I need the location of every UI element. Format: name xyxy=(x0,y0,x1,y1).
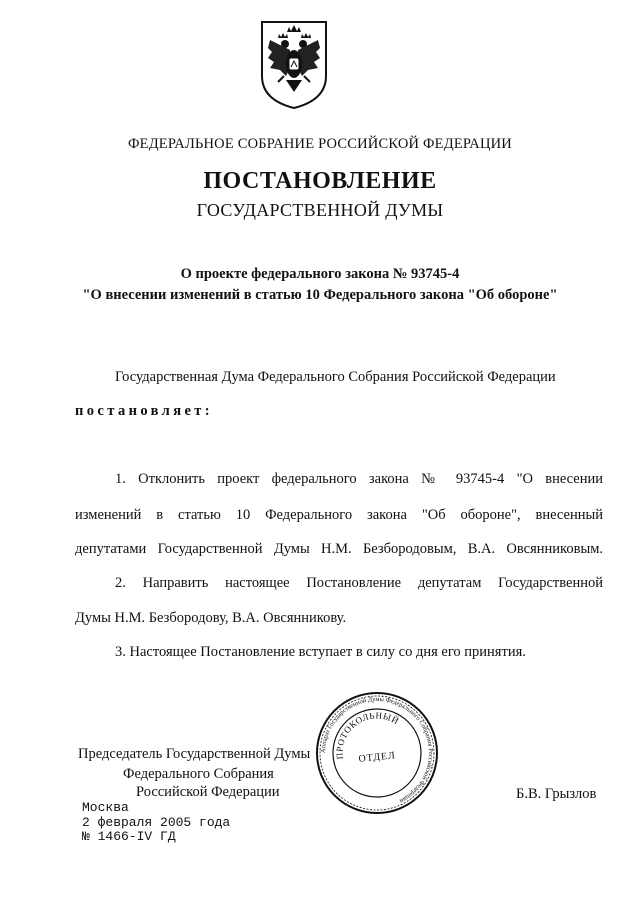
item2-line2: Думы Н.М. Безбородову, В.А. Овсянникову. xyxy=(75,610,347,626)
signatory-position-line2: Федерального Собрания xyxy=(123,766,274,782)
signatory-name: Б.В. Грызлов xyxy=(516,786,597,802)
item1-line1: 1. Отклонить проект федерального закона № 93745-4 "О внесении xyxy=(115,471,603,487)
parliament-title: ФЕДЕРАЛЬНОЕ СОБРАНИЕ РОССИЙСКОЙ ФЕДЕРАЦИИ xyxy=(128,136,512,152)
document-type: ПОСТАНОВЛЕНИЕ xyxy=(203,168,437,194)
signing-date: 2 февраля 2005 года xyxy=(82,815,231,830)
item3-text: 3. Настоящее Постановление вступает в силу со дня его принятия. xyxy=(115,644,526,660)
stamp-outer-text: Аппарат Государственной Думы Федерального Собрания Российской Федерации xyxy=(319,695,435,805)
subject-line-2: "О внесении изменений в статью 10 Федерального закона "Об обороне" xyxy=(82,287,558,303)
stamp-center-text: ОТДЕЛ xyxy=(358,750,397,765)
signatory-position-line3: Российской Федерации xyxy=(136,784,280,800)
resolves-text: постановляет: xyxy=(75,403,214,419)
stamp-inner-text: ПРОТОКОЛЬНЫЙ xyxy=(334,710,401,760)
document-number: № 1466-IV ГД xyxy=(82,829,176,844)
place-of-signing: Москва xyxy=(82,800,129,815)
preamble-text: Государственная Дума Федерального Собрания Российской Федерации xyxy=(115,369,556,385)
subject-line-1: О проекте федерального закона № 93745-4 xyxy=(180,266,460,282)
item2-line1: 2. Направить настоящее Постановление депутатам Государственной xyxy=(115,575,603,591)
document-issuer: ГОСУДАРСТВЕННОЙ ДУМЫ xyxy=(196,200,444,220)
item1-line3: депутатами Государственной Думы Н.М. Безбородовым, В.А. Овсянниковым. xyxy=(75,541,603,557)
russian-coat-of-arms-icon xyxy=(256,18,332,110)
item1-line2: изменений в статью 10 Федерального закона "Об обороне", внесенный xyxy=(75,507,603,523)
signatory-position-line1: Председатель Государственной Думы xyxy=(78,746,311,762)
official-seal-stamp xyxy=(314,690,440,816)
